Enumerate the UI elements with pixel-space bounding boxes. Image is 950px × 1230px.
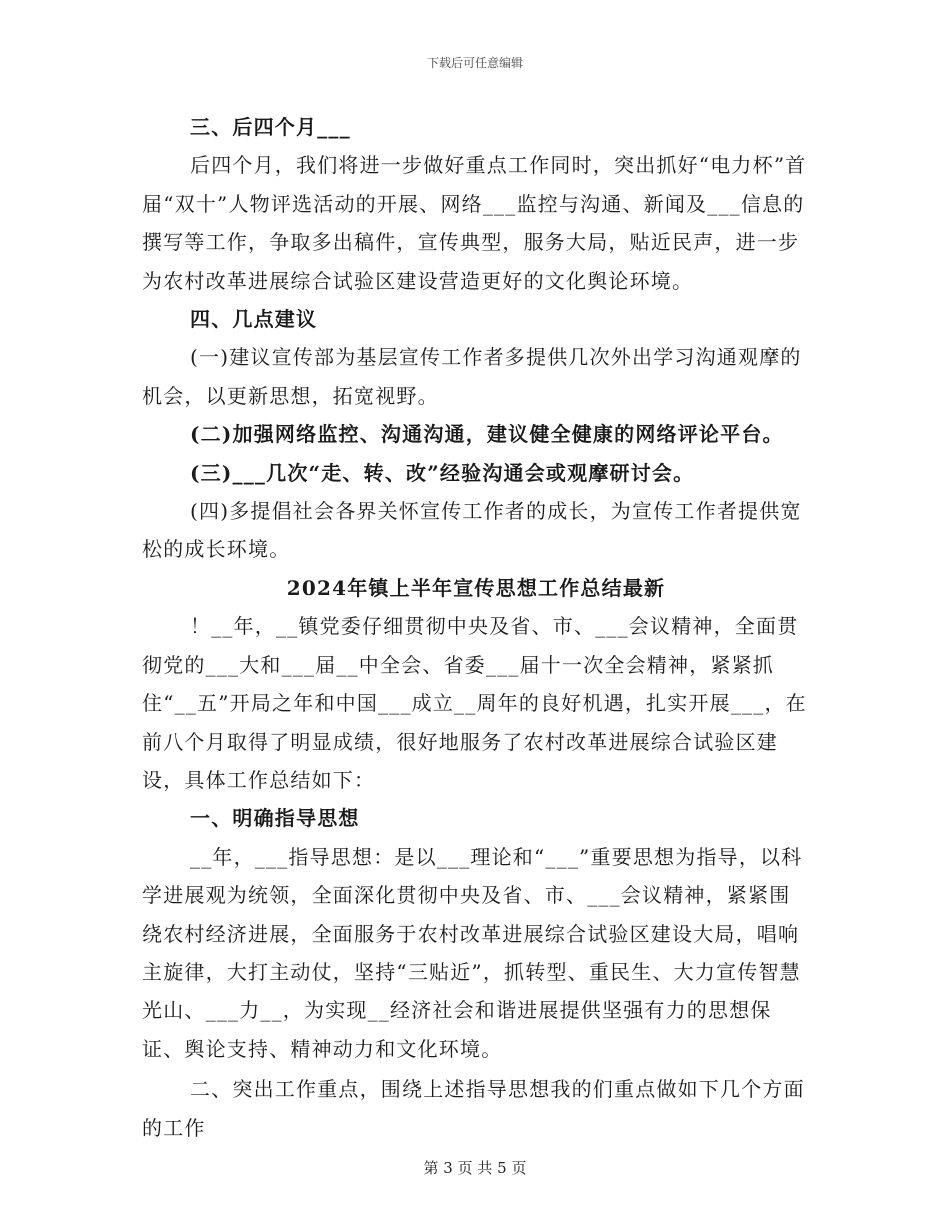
suggestion-item: (三)___几次“走、转、改”经验沟通会或观摩研讨会。 [190, 460, 695, 485]
section-heading: 四、几点建议 [190, 307, 318, 332]
page-footer: 第 3 页 共 5 页 [423, 1159, 527, 1177]
suggestion-item: (一)建议宣传部为基层宣传工作者多提供几次外出学习沟通观摩的机会，以更新思想，拓宽视野。 [142, 345, 802, 408]
paragraph: ！__年，__镇党委仔细贯彻中央及省、市、___会议精神，全面贯彻党的___大和___届__中全会、省委___届十一次全会精神，紧紧抓住“__五”开局之年和中国___成立__周年的良好机遇，扎实开展___，在前八个月取得了明显成绩，很好地服务了农村改革进展综合试验区建设，具体工作总结如下： [142, 614, 807, 792]
suggestion-item: (二)加强网络监控、沟通沟通，建议健全健康的网络评论平台。 [190, 422, 784, 447]
paragraph: 二、突出工作重点，围绕上述指导思想我的们重点做如下几个方面的工作 [142, 1077, 805, 1140]
paragraph: 后四个月，我们将进一步做好重点工作同时，突出抓好“电力杯”首届“双十”人物评选活动的开展、网络___监控与沟通、新闻及___信息的撰写等工作，争取多出稿件，宣传典型，服务大局，贴近民声，进一步为农村改革进展综合试验区建设营造更好的文化舆论环境。 [142, 153, 807, 293]
paragraph: __年，___指导思想：是以___理论和“___”重要思想为指导，以科学进展观为统领，全面深化贯彻中央及省、市、___会议精神，紧紧围绕农村经济进展，全面服务于农村改革进展综合试验区建设大局，唱响主旋律，大打主动仗，坚持“三贴近”，抓转型、重民生、大力宣传智慧光山、___力__，为实现__经济社会和谐进展提供坚强有力的思想保证、舆论支持、精神动力和文化环境。 [142, 844, 803, 1061]
section-heading: 一、明确指导思想 [190, 806, 360, 831]
document-title: 2024年镇上半年宣传思想工作总结最新 [286, 575, 666, 600]
suggestion-item: (四)多提倡社会各界关怀宣传工作者的成长，为宣传工作者提供宽松的成长环境。 [142, 499, 802, 562]
page-header: 下载后可任意编辑 [426, 56, 523, 70]
section-heading: 三、后四个月___ [190, 115, 351, 139]
document-body [142, 108, 810, 1147]
